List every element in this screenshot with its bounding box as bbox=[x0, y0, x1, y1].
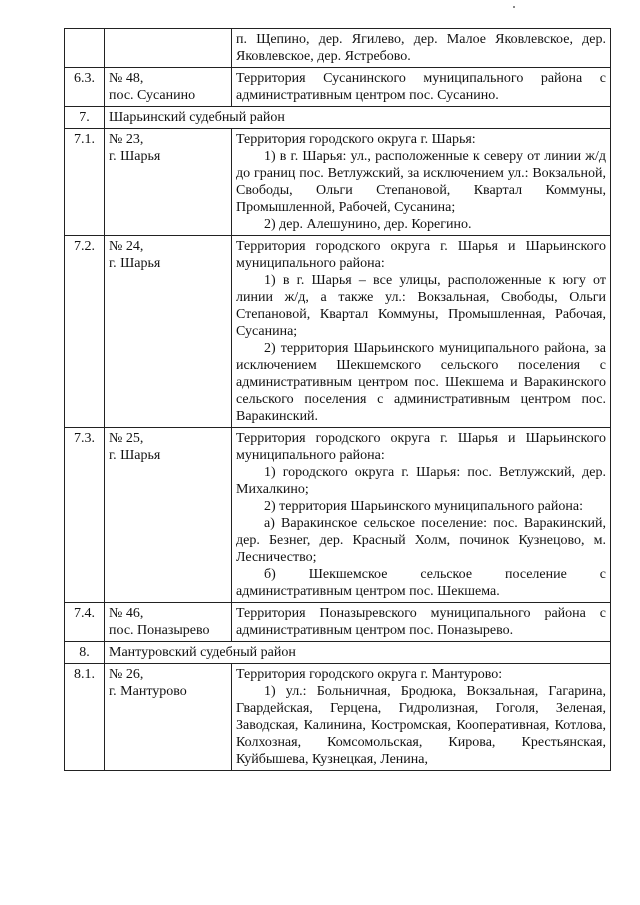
territory-heading: Территория Поназыревского муниципального района с административным центром пос. Поназырево. bbox=[236, 606, 606, 638]
table-row bbox=[65, 236, 611, 428]
table-row bbox=[65, 129, 611, 236]
territory-description bbox=[232, 664, 611, 771]
territory-item: 1) ул.: Больничная, Бродюка, Вокзальная, Гагарина, Гвардейская, Герцена, Гидролизная, Гоголя, Зеленая, Заводская, Калинина, Костромская, Кооперативная, Котлова, Колхозная, Комсомольская, Кирова, Крестьянская, Куйбышева, Кузнецкая, Ленина, bbox=[236, 684, 606, 767]
table-row bbox=[65, 428, 611, 603]
section-title: Шарьинский судебный район bbox=[105, 107, 611, 129]
court-name: № 25, г. Шарья bbox=[105, 428, 232, 603]
territory-heading: Территория городского округа г. Шарья и Шарьинского муниципального района: bbox=[236, 431, 606, 463]
table-row bbox=[65, 68, 611, 107]
section-title: Мантуровский судебный район bbox=[105, 642, 611, 664]
territory-description bbox=[232, 129, 611, 236]
section-row bbox=[65, 107, 611, 129]
territory-description bbox=[232, 29, 611, 68]
territory-heading: Территория городского округа г. Мантурово: bbox=[236, 667, 503, 682]
territory-item: а) Варакинское сельское поселение: пос. Варакинский, дер. Безнег, дер. Красный Холм, починок Кузнецово, м. Лесничество; bbox=[236, 516, 606, 565]
court-name: № 46, пос. Поназырево bbox=[105, 603, 232, 642]
territory-heading: Территория Сусанинского муниципального района с административным центром пос. Сусанино. bbox=[236, 71, 606, 103]
territory-item: 2) дер. Алешунино, дер. Корегино. bbox=[264, 217, 472, 232]
court-name bbox=[105, 29, 232, 68]
table-row bbox=[65, 603, 611, 642]
territory-item: 1) в г. Шарья: ул., расположенные к северу от линии ж/д до границ пос. Ветлужский, за исключением ул.: Вокзальной, Свободы, Ольги Степановой, Квартал Коммуны, Промышленной, Рабочей, Сусанина; bbox=[236, 149, 606, 215]
scan-speck bbox=[513, 6, 515, 8]
row-number: 7.4. bbox=[65, 603, 105, 642]
table-row bbox=[65, 29, 611, 68]
territory-heading: Территория городского округа г. Шарья: bbox=[236, 132, 476, 147]
row-number: 7.3. bbox=[65, 428, 105, 603]
territory-heading: Территория городского округа г. Шарья и Шарьинского муниципального района: bbox=[236, 239, 606, 271]
court-name: № 24, г. Шарья bbox=[105, 236, 232, 428]
territory-description bbox=[232, 68, 611, 107]
table-row bbox=[65, 664, 611, 771]
court-districts-table bbox=[64, 28, 611, 771]
court-name: № 23, г. Шарья bbox=[105, 129, 232, 236]
section-number: 8. bbox=[65, 642, 105, 664]
territory-item: б) Шекшемское сельское поселение с административным центром пос. Шекшема. bbox=[236, 567, 606, 599]
row-number: 8.1. bbox=[65, 664, 105, 771]
territory-description bbox=[232, 603, 611, 642]
court-name: № 26, г. Мантурово bbox=[105, 664, 232, 771]
territory-item: 2) территория Шарьинского муниципального района: bbox=[264, 499, 583, 514]
territory-item: 1) в г. Шарья – все улицы, расположенные к югу от линии ж/д, а также ул.: Вокзальная, Свободы, Ольги Степановой, Квартал Коммуны, Промышленная, Рабочая, Сусанина; bbox=[236, 273, 606, 339]
row-number: 7.2. bbox=[65, 236, 105, 428]
section-number: 7. bbox=[65, 107, 105, 129]
territory-description bbox=[232, 428, 611, 603]
territory-item: 2) территория Шарьинского муниципального района, за исключением Шекшемского сельского поселения с административным центром пос. Шекшема и Варакинского сельского поселения с административным центром пос. Варакинский. bbox=[236, 341, 606, 424]
row-number: 7.1. bbox=[65, 129, 105, 236]
court-name: № 48, пос. Сусанино bbox=[105, 68, 232, 107]
territory-item: 1) городского округа г. Шарья: пос. Ветлужский, дер. Михалкино; bbox=[236, 465, 606, 497]
row-number: 6.3. bbox=[65, 68, 105, 107]
territory-description bbox=[232, 236, 611, 428]
territory-heading: п. Щепино, дер. Ягилево, дер. Малое Яковлевское, дер. Яковлевское, дер. Ястребово. bbox=[236, 32, 606, 64]
row-number bbox=[65, 29, 105, 68]
section-row bbox=[65, 642, 611, 664]
table-body bbox=[65, 29, 611, 771]
